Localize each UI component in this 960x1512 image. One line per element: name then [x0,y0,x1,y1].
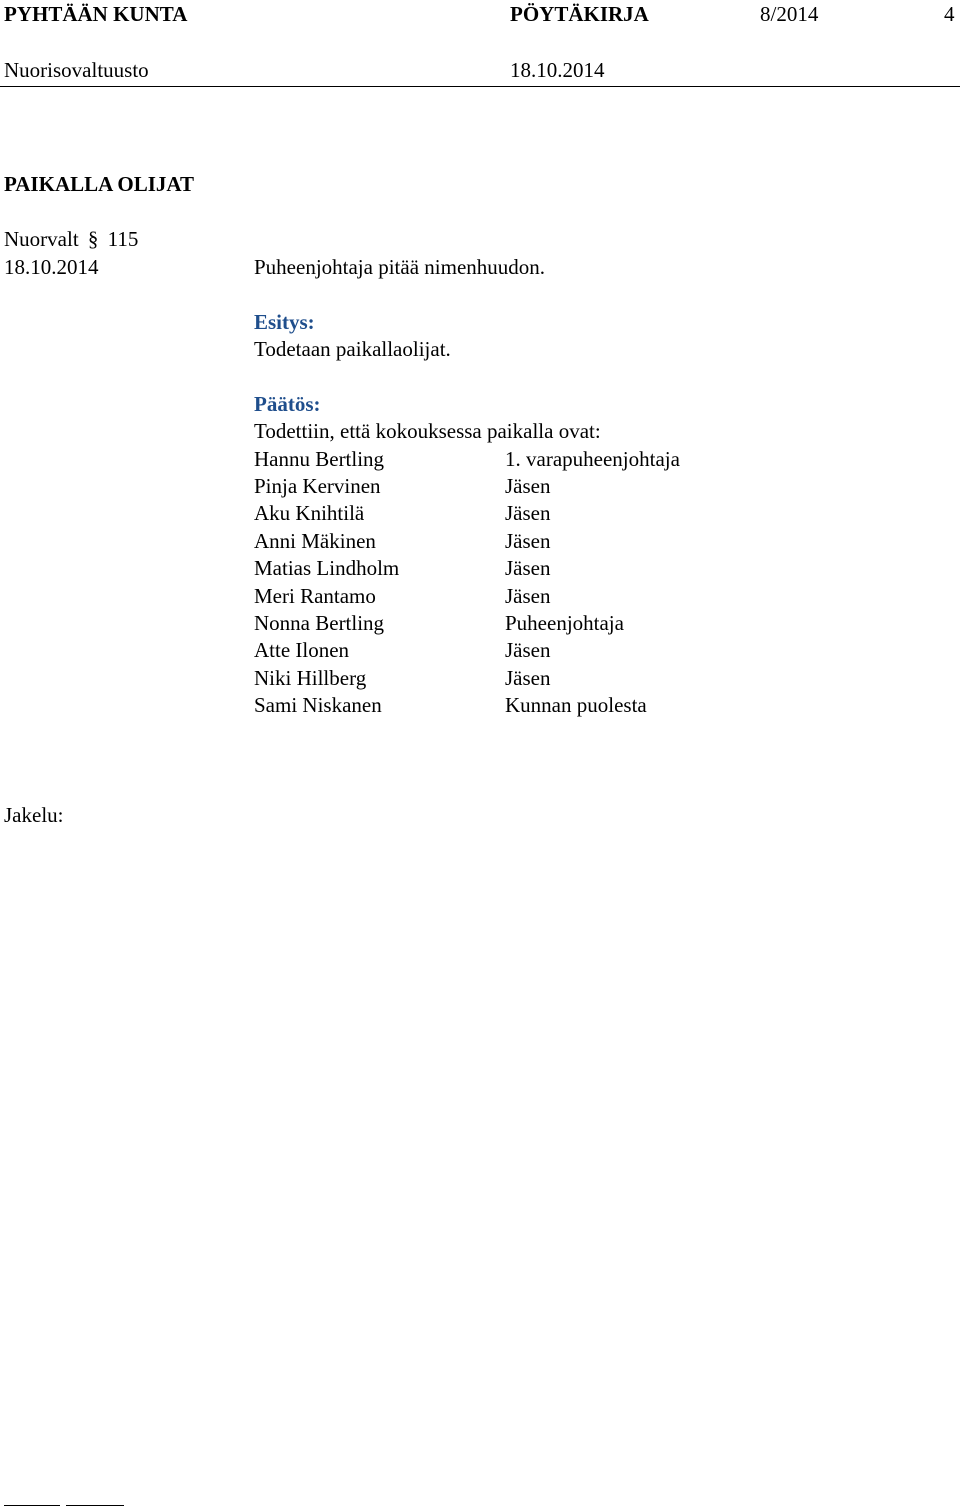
ref-number: 115 [107,227,139,251]
header-rule [0,86,960,87]
page-number: 4 [944,2,955,26]
attendee-role: Jäsen [505,529,551,553]
decision-text: Todettiin, että kokouksessa paikalla ovat: [254,419,601,443]
attendee-name: Meri Rantamo [254,584,376,608]
attendee-role: Jäsen [505,638,551,662]
attendee-role: Puheenjohtaja [505,611,624,635]
attendee-role: Jäsen [505,556,551,580]
attendee-role: Jäsen [505,501,551,525]
signature-line-2 [66,1505,124,1506]
attendee-role: Jäsen [505,584,551,608]
section-ref [4,229,138,250]
attendee-name: Sami Niskanen [254,693,382,717]
proposal-label: Esitys: [254,310,315,334]
attendee-role: Jäsen [505,474,551,498]
attendee-name: Matias Lindholm [254,556,400,580]
distribution-label: Jakelu: [4,803,64,827]
attendee-name: Anni Mäkinen [254,529,376,553]
section-date: 18.10.2014 [4,255,99,279]
attendee-role: Kunnan puolesta [505,693,647,717]
meeting-date: 18.10.2014 [510,58,605,82]
body-name: Nuorisovaltuusto [4,58,149,82]
org-name: PYHTÄÄN KUNTA [4,2,188,26]
doc-type: PÖYTÄKIRJA [510,2,649,26]
doc-number: 8/2014 [760,2,819,26]
attendee-name: Nonna Bertling [254,611,385,635]
attendee-role: 1. varapuheenjohtaja [505,447,680,471]
ref-body: Nuorvalt [4,227,79,251]
attendee-role: Jäsen [505,666,551,690]
section-title: PAIKALLA OLIJAT [4,172,195,196]
paragraph-symbol: § [87,227,99,251]
attendee-name: Aku Knihtilä [254,501,365,525]
proposal-text: Todetaan paikallaolijat. [254,337,451,361]
attendee-name: Hannu Bertling [254,447,385,471]
decision-label: Päätös: [254,392,321,416]
attendee-name: Pinja Kervinen [254,474,381,498]
attendee-name: Atte Ilonen [254,638,350,662]
attendee-name: Niki Hillberg [254,666,367,690]
signature-line-1 [4,1505,60,1506]
intro-text: Puheenjohtaja pitää nimenhuudon. [254,255,546,279]
